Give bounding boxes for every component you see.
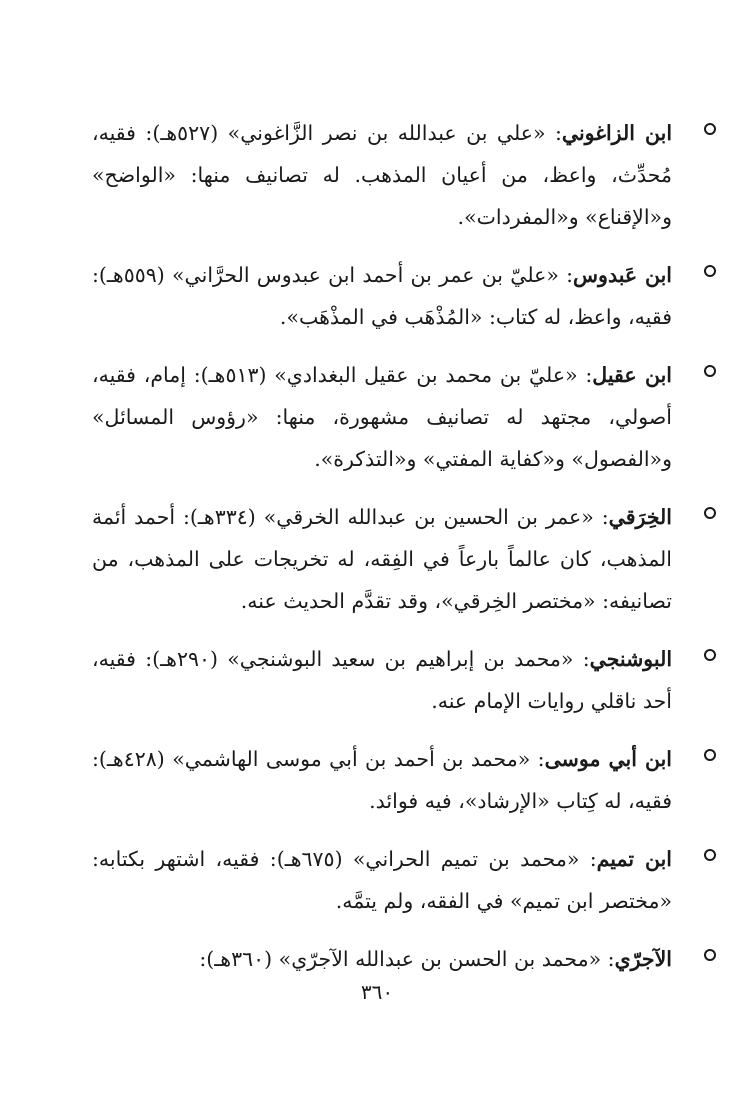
entry-name: ابن عقيل xyxy=(592,363,672,387)
circle-bullet-icon xyxy=(704,649,716,661)
list-item xyxy=(92,354,672,480)
biography-list xyxy=(92,112,672,996)
list-item xyxy=(92,938,672,980)
entry-text xyxy=(92,638,672,722)
circle-bullet-icon xyxy=(704,123,716,135)
entry-text xyxy=(92,254,672,338)
list-item xyxy=(92,738,672,822)
entry-text xyxy=(92,496,672,622)
entry-text xyxy=(92,938,672,980)
entry-description: : «محمد بن أحمد بن أبي موسى الهاشمي» (٤٢٨هـ): فقيه، له كِتاب «الإرشاد»، فيه فوائد. xyxy=(92,747,672,813)
list-item xyxy=(92,112,672,238)
entry-name: ابن عَبدوس xyxy=(573,263,672,287)
entry-text xyxy=(92,838,672,922)
circle-bullet-icon xyxy=(704,507,716,519)
entry-description: : «عمر بن الحسين بن عبدالله الخرقي» (٣٣٤هـ): أحمد أئمة المذهب، كان عالماً بارعاً في الفِقه، له تخريجات على المذهب، من تصانيفه: «مختصر الخِرقي»، وقد تقدَّم الحديث عنه. xyxy=(92,505,672,613)
entry-name: البوشنجي xyxy=(589,647,673,671)
circle-bullet-icon xyxy=(704,265,716,277)
circle-bullet-icon xyxy=(704,849,716,861)
list-item xyxy=(92,496,672,622)
entry-text xyxy=(92,354,672,480)
entry-description: : «محمد بن تميم الحراني» (٦٧٥هـ): فقيه، اشتهر بكتابه: «مختصر ابن تميم» في الفقه، ولم يتمَّه. xyxy=(92,847,672,913)
entry-name: ابن الزاغوني xyxy=(561,121,673,145)
list-item xyxy=(92,838,672,922)
entry-description: : «محمد بن الحسن بن عبدالله الآجرّي» (٣٦٠هـ): xyxy=(199,947,615,971)
entry-name: ابن أبي موسى xyxy=(544,747,672,771)
entry-text xyxy=(92,112,672,238)
circle-bullet-icon xyxy=(704,749,716,761)
circle-bullet-icon xyxy=(704,949,716,961)
entry-description: : «علي بن عبدالله بن نصر الزَّاغوني» (٥٢٧هـ): فقيه، مُحدِّث، واعظ، من أعيان المذهب. له تصانيف منها: «الواضح» و«الإقناع» و«المفردات». xyxy=(92,121,672,229)
entry-description: : «عليّ بن محمد بن عقيل البغدادي» (٥١٣هـ): إمام، فقيه، أصولي، مجتهد له تصانيف مشهورة، منها: «رؤوس المسائل» و«الفصول» و«كفاية المفتي» و«التذكرة». xyxy=(92,363,672,471)
entry-name: الآجرّي xyxy=(614,947,672,971)
page-number: ٣٦٠ xyxy=(360,980,394,1004)
entry-description: : «محمد بن إبراهيم بن سعيد البوشنجي» (٢٩٠هـ): فقيه، أحد ناقلي روايات الإمام عنه. xyxy=(92,647,672,713)
entry-text xyxy=(92,738,672,822)
entry-description: : «عليّ بن عمر بن أحمد ابن عبدوس الحرَّاني» (٥٥٩هـ): فقيه، واعظ، له كتاب: «المُذْهَب في المذْهَب». xyxy=(92,263,672,329)
list-item xyxy=(92,254,672,338)
entry-name: ابن تميم xyxy=(596,847,672,871)
entry-name: الخِرَقي xyxy=(608,505,672,529)
list-item xyxy=(92,638,672,722)
circle-bullet-icon xyxy=(704,365,716,377)
